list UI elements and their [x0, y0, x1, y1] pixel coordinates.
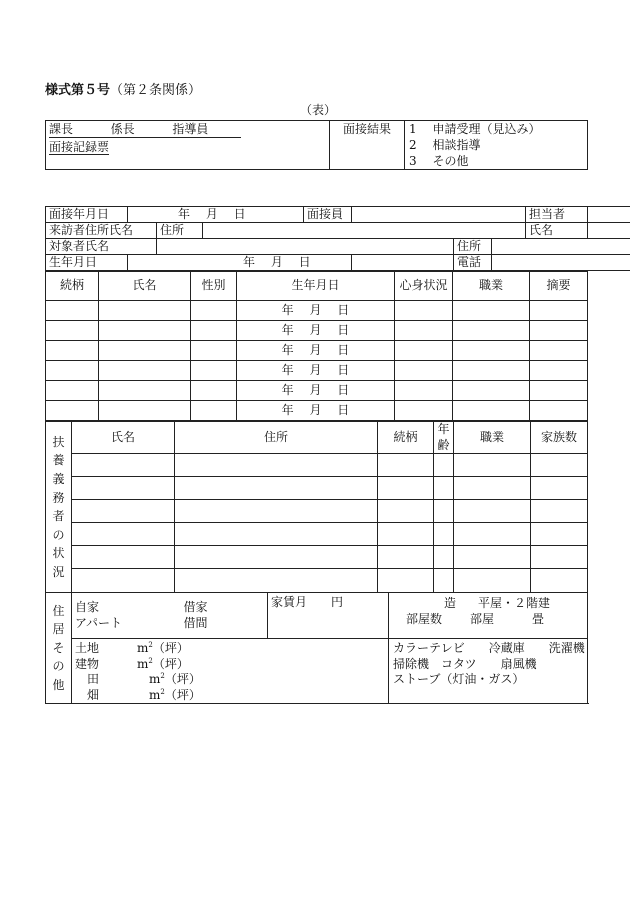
fuyo-row: [46, 500, 588, 523]
interview-date-label: 面接年月日: [46, 207, 128, 223]
rent-label: 家賃月 円: [268, 593, 389, 639]
land-item: 畑 $m^2$（坪）: [75, 687, 201, 702]
family-row: [46, 301, 588, 321]
land-item: 建物 $m^2$（坪）: [75, 656, 189, 671]
appliance-line: カラーテレビ 冷蔵庫 洗濯機: [393, 641, 585, 655]
family-header-condition: 心身状況: [395, 272, 453, 301]
fuyo-row: [46, 454, 588, 477]
fuyo-row: [46, 523, 588, 546]
form-number: 様式第５号（第２条関係）: [45, 83, 202, 98]
family-row-date: 年 月 日: [237, 321, 395, 341]
birthdate-label: 生年月日: [46, 255, 128, 271]
tantosha-label: 担当者: [526, 207, 588, 223]
appliance-line: 掃除機 コタツ 扇風機: [393, 656, 537, 671]
fuyo-header-address: 住所: [175, 422, 378, 454]
kakaricho-label: 係長: [110, 122, 135, 136]
visitor-name-field-label: 氏名: [526, 223, 588, 239]
heyasu-label: 部屋数: [406, 611, 443, 626]
family-header-name: 氏名: [99, 272, 191, 301]
family-header-sex: 性別: [191, 272, 237, 301]
fuyo-row: [46, 546, 588, 569]
family-row-date: 年 月 日: [237, 381, 395, 401]
family-row-date: 年 月 日: [237, 401, 395, 421]
fuyo-header-relation: 続柄: [378, 422, 434, 454]
jo-label: 畳: [532, 611, 545, 626]
result-item-1: 1 申請受理（見込み）: [409, 122, 541, 136]
family-header-note: 摘要: [530, 272, 588, 301]
front-side-label: （表）: [300, 103, 337, 117]
subject-address-label: 住所: [454, 239, 492, 255]
fuyo-header-family-count: 家族数: [531, 422, 588, 454]
heya-label: 部屋: [470, 611, 495, 626]
land-item: 田 $m^2$（坪）: [75, 672, 201, 687]
family-row: [46, 341, 588, 361]
family-row: [46, 361, 588, 381]
family-row: [46, 381, 588, 401]
family-row-date: 年 月 日: [237, 361, 395, 381]
fuyo-row: [46, 477, 588, 500]
family-row-date: 年 月 日: [237, 301, 395, 321]
appliance-line: ストーブ（灯油・ガス）: [393, 672, 525, 687]
result-item-3: 3 その他: [409, 154, 469, 168]
land-item: 土地 $m^2$（坪）: [75, 641, 189, 655]
record-title: 面接記録票: [49, 140, 110, 154]
result-item-2: 2 相談指導: [409, 138, 481, 152]
family-row: [46, 321, 588, 341]
fuyo-header-age: 年齢: [437, 422, 450, 452]
visitor-name-label: 来訪者住所氏名: [46, 223, 157, 239]
birthdate-value: 年 月 日: [128, 255, 352, 271]
family-table: [45, 271, 588, 421]
family-header-birthdate: 生年月日: [237, 272, 395, 301]
zo-label: 造: [444, 596, 457, 610]
family-row-date: 年 月 日: [237, 341, 395, 361]
stamp-line: [49, 123, 241, 138]
fuyo-row: [46, 569, 588, 593]
shakuma-label: 借間: [183, 615, 208, 630]
kacho-label: 課長: [49, 122, 74, 136]
phone-label: 電話: [454, 255, 492, 271]
approval-box: [45, 120, 588, 170]
hiraya-label: 平屋・２階建: [478, 596, 551, 610]
fuyo-table: [45, 421, 588, 593]
jika-label: 自家: [75, 599, 100, 614]
interview-date-value: 年 月 日: [128, 207, 304, 223]
interviewer-label: 面接員: [304, 207, 352, 223]
family-header-job: 職業: [453, 272, 530, 301]
result-label: 面接結果: [330, 121, 405, 170]
housing-side-label: 住居その他: [52, 603, 65, 693]
shakuya-label: 借家: [183, 599, 208, 614]
subject-name-label: 対象者氏名: [46, 239, 157, 255]
shidoin-label: 指導員: [172, 122, 209, 136]
family-header-relation: 続柄: [46, 272, 99, 301]
fuyo-header-name: 氏名: [72, 422, 175, 454]
fuyo-header-job: 職業: [454, 422, 531, 454]
interview-info: [45, 206, 630, 271]
fuyo-side-label: 扶養義務者の状況: [52, 434, 65, 579]
visitor-address-label: 住所: [157, 223, 203, 239]
apart-label: アパート: [75, 615, 123, 630]
family-row: [46, 401, 588, 421]
housing-table: [45, 592, 588, 704]
